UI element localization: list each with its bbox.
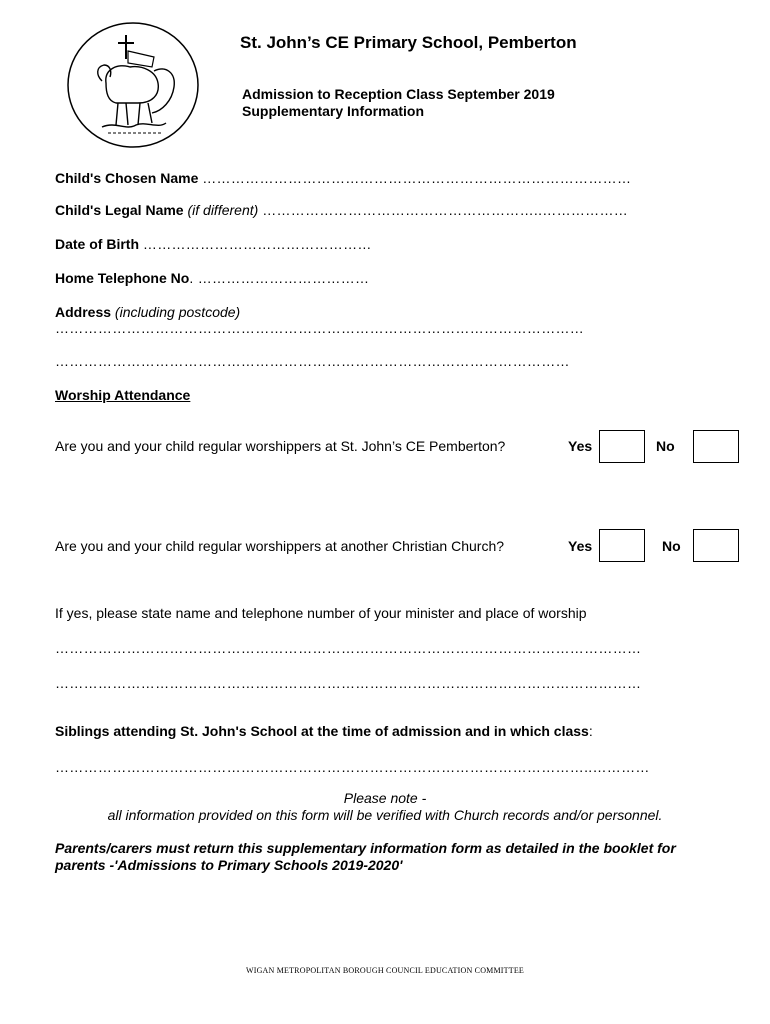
address-label-row <box>55 304 240 320</box>
q2-text: Are you and your child regular worshippers at another Christian Church? <box>55 538 505 554</box>
dob-dots: ………………………………………… <box>142 236 372 252</box>
address-line-1[interactable]: ………………………………………………………………………………………………… <box>55 320 585 336</box>
q1-text: Are you and your child regular worshippers at St. John’s CE Pemberton? <box>55 438 506 454</box>
phone-dots: . ……………………………… <box>189 270 370 286</box>
dob-label: Date of Birth <box>55 236 139 252</box>
siblings-label: Siblings attending St. John's School at the time of admission and in which class <box>55 723 589 739</box>
address-hint: (including postcode) <box>114 304 241 320</box>
legal-name-label: Child's Legal Name <box>55 202 184 218</box>
chosen-name-label: Child's Chosen Name <box>55 170 199 186</box>
note-line-2: all information provided on this form will be verified with Church records and/or personnel. <box>107 807 663 823</box>
phone-field[interactable] <box>55 270 369 286</box>
siblings-line[interactable]: …………………………………………………………………………………………………..………… <box>55 759 650 775</box>
form-subtitle <box>242 86 642 120</box>
parents-instructions: Parents/carers must return this supplementary information form as detailed in the booklet for parents -'Admissions to Primary Schools 2019-2020' <box>55 840 676 873</box>
chosen-name-field[interactable] <box>55 170 631 186</box>
minister-prompt: If yes, please state name and telephone number of your minister and place of worship <box>55 605 587 621</box>
q1-yes-label: Yes <box>568 438 593 454</box>
chosen-name-dots: ……………………………………………………………………………… <box>202 170 632 186</box>
footer-text: WIGAN METROPOLITAN BOROUGH COUNCIL EDUCATION COMMITTEE <box>245 966 525 975</box>
q1-no-checkbox[interactable] <box>693 430 739 463</box>
school-crest-logo <box>66 21 200 149</box>
q2-no-checkbox[interactable] <box>693 529 739 562</box>
minister-line-1[interactable]: …………………………………………………………………………………………………………… <box>55 640 642 656</box>
siblings-label-row <box>55 723 593 739</box>
legal-name-hint: (if different) <box>187 202 259 218</box>
worship-heading: Worship Attendance <box>55 387 191 403</box>
address-line-2[interactable]: ……………………………………………………………………………………………… <box>55 353 570 369</box>
q2-yes-label: Yes <box>568 538 593 554</box>
subtitle-line-1: Admission to Reception Class September 2019 <box>242 86 555 102</box>
note-line-1: Please note - <box>343 790 427 806</box>
legal-name-field[interactable] <box>55 202 628 218</box>
minister-line-2[interactable]: …………………………………………………………………………………………………………… <box>55 675 642 691</box>
school-name-title: St. John’s CE Primary School, Pemberton <box>240 33 577 52</box>
q2-yes-checkbox[interactable] <box>599 529 645 562</box>
dob-field[interactable] <box>55 236 372 252</box>
q2-no-label: No <box>662 538 681 554</box>
q1-yes-checkbox[interactable] <box>599 430 645 463</box>
address-label: Address <box>55 304 112 320</box>
phone-label: Home Telephone No <box>55 270 190 286</box>
siblings-colon: : <box>588 723 593 739</box>
legal-name-dots: …………………………………………………..……………… <box>262 202 629 218</box>
q1-no-label: No <box>656 438 675 454</box>
subtitle-line-2: Supplementary Information <box>242 103 425 119</box>
